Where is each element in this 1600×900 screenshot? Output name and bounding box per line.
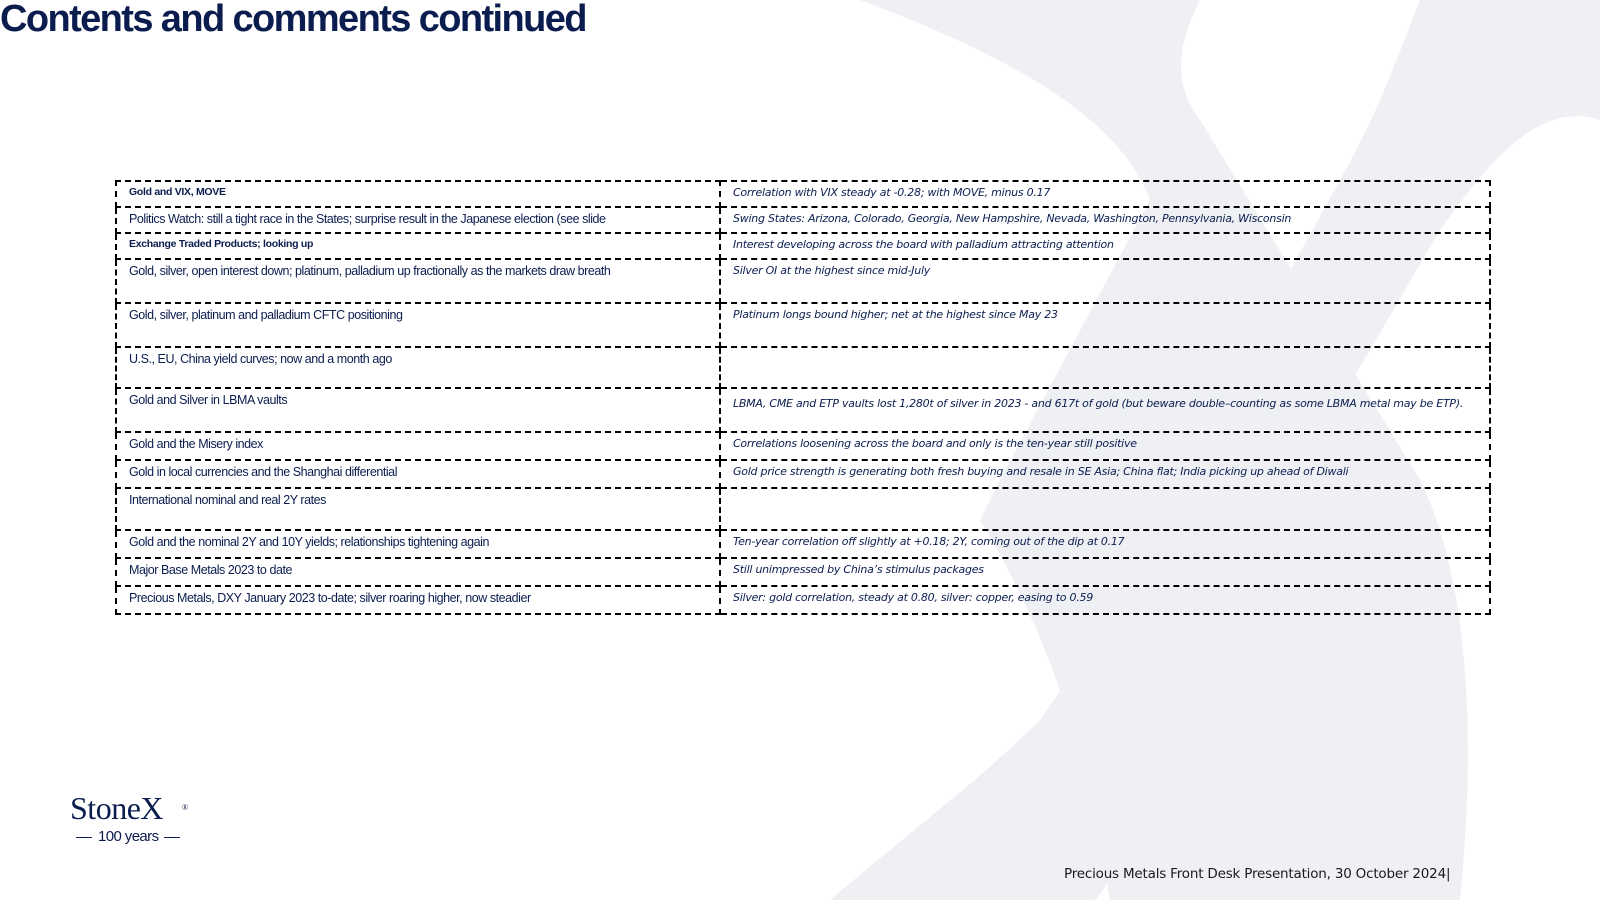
tagline-dash-left <box>76 837 92 838</box>
topic-cell: Precious Metals, DXY January 2023 to-date; silver roaring higher, now steadier <box>116 586 720 614</box>
table-row <box>116 259 1490 303</box>
table-row <box>116 558 1490 586</box>
comment-cell: LBMA, CME and ETP vaults lost 1,280t of silver in 2023 - and 617t of gold (but beware double–counting as some LBMA metal may be ETP). <box>720 388 1490 432</box>
logo-name: StoneX <box>70 790 163 826</box>
logo-wordmark <box>70 792 186 824</box>
comment-cell: Silver OI at the highest since mid-July <box>720 259 1490 303</box>
page-title: Contents and comments continued <box>0 0 586 40</box>
table-row <box>116 488 1490 530</box>
table-row <box>116 303 1490 347</box>
topic-cell: Gold and the Misery index <box>116 432 720 460</box>
table-row <box>116 460 1490 488</box>
tagline-text: 100 years <box>98 828 159 845</box>
topic-cell: U.S., EU, China yield curves; now and a month ago <box>116 347 720 388</box>
comment-cell: Platinum longs bound higher; net at the highest since May 23 <box>720 303 1490 347</box>
comment-cell: Ten-year correlation off slightly at +0.18; 2Y, coming out of the dip at 0.17 <box>720 530 1490 558</box>
comment-cell: Correlation with VIX steady at -0.28; with MOVE, minus 0.17 <box>720 181 1490 207</box>
table-row <box>116 181 1490 207</box>
topic-cell: Major Base Metals 2023 to date <box>116 558 720 586</box>
topic-cell: International nominal and real 2Y rates <box>116 488 720 530</box>
logo-tagline <box>70 828 186 845</box>
table-row <box>116 586 1490 614</box>
table-row <box>116 388 1490 432</box>
contents-table <box>115 180 1491 615</box>
comment-cell: Interest developing across the board with palladium attracting attention <box>720 233 1490 259</box>
comment-cell: Silver: gold correlation, steady at 0.80, silver: copper, easing to 0.59 <box>720 586 1490 614</box>
table-row <box>116 432 1490 460</box>
topic-cell: Gold, silver, open interest down; platinum, palladium up fractionally as the markets draw breath <box>116 259 720 303</box>
topic-cell: Gold and the nominal 2Y and 10Y yields; relationships tightening again <box>116 530 720 558</box>
footer-text: Precious Metals Front Desk Presentation, 30 October 2024| <box>1064 866 1451 882</box>
topic-cell: Gold and VIX, MOVE <box>116 181 720 207</box>
comment-cell <box>720 347 1490 388</box>
topic-cell: Gold in local currencies and the Shanghai differential <box>116 460 720 488</box>
comment-cell: Correlations loosening across the board and only is the ten-year still positive <box>720 432 1490 460</box>
comment-cell <box>720 488 1490 530</box>
stonex-logo <box>70 792 186 845</box>
comment-cell: Still unimpressed by China’s stimulus packages <box>720 558 1490 586</box>
table-row <box>116 207 1490 233</box>
tagline-dash-right <box>164 837 180 838</box>
topic-cell: Gold and Silver in LBMA vaults <box>116 388 720 432</box>
table-row <box>116 530 1490 558</box>
topic-cell: Politics Watch: still a tight race in the States; surprise result in the Japanese election (see slide <box>116 207 720 233</box>
comment-cell: Gold price strength is generating both fresh buying and resale in SE Asia; China flat; India picking up ahead of Diwali <box>720 460 1490 488</box>
topic-cell: Exchange Traded Products; looking up <box>116 233 720 259</box>
table-row <box>116 233 1490 259</box>
topic-cell: Gold, silver, platinum and palladium CFTC positioning <box>116 303 720 347</box>
comment-cell: Swing States: Arizona, Colorado, Georgia, New Hampshire, Nevada, Washington, Pennsylvania, Wisconsin <box>720 207 1490 233</box>
table-row <box>116 347 1490 388</box>
registered-mark: ® <box>182 803 188 812</box>
